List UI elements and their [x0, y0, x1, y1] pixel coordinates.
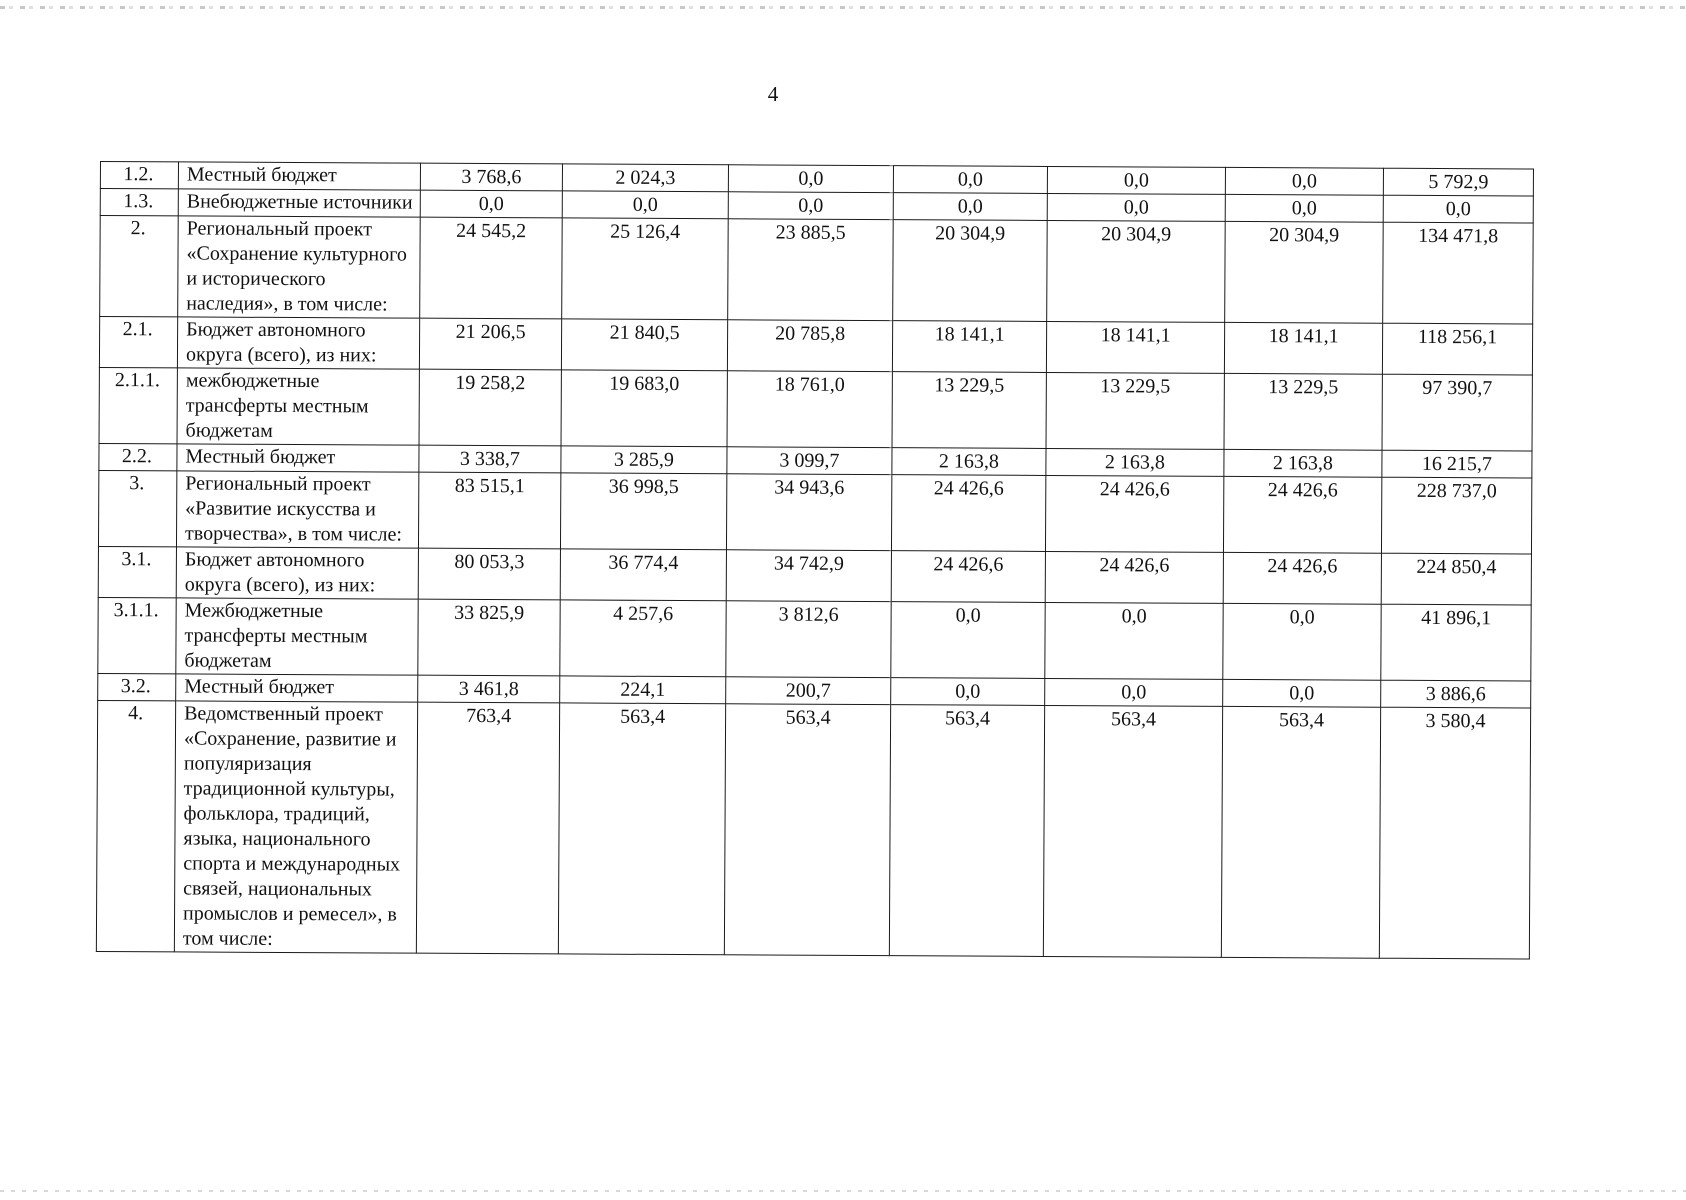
- value-cell: 3 285,9: [561, 446, 727, 474]
- row-name: Местный бюджет: [177, 444, 419, 472]
- value-cell: 83 515,1: [418, 472, 560, 549]
- row-number: 1.2.: [100, 162, 178, 189]
- budget-table: [96, 161, 1534, 959]
- value-cell: 20 785,8: [727, 320, 892, 372]
- value-cell: 0,0: [1047, 166, 1225, 194]
- table-row: [99, 317, 1532, 376]
- page-number: 4: [767, 82, 779, 106]
- value-cell: 16 215,7: [1382, 450, 1532, 478]
- row-name: Бюджет автономного округа (всего), из них:: [176, 547, 418, 599]
- value-cell: 18 141,1: [1046, 321, 1224, 373]
- value-cell: 3 338,7: [419, 445, 561, 473]
- value-cell: 24 426,6: [1045, 551, 1223, 603]
- value-cell: 25 126,4: [562, 218, 729, 320]
- value-cell: 80 053,3: [418, 548, 560, 600]
- value-cell: 0,0: [1383, 195, 1533, 223]
- row-number: 3.2.: [98, 673, 176, 700]
- value-cell: 19 683,0: [561, 370, 727, 447]
- value-cell: 13 229,5: [892, 372, 1046, 449]
- value-cell: 0,0: [728, 192, 893, 220]
- row-name: Региональный проект «Сохранение культурного и исторического наследия», в том числе:: [178, 216, 421, 318]
- value-cell: 19 258,2: [419, 369, 561, 446]
- value-cell: 36 774,4: [560, 549, 726, 601]
- value-cell: 2 163,8: [892, 448, 1046, 476]
- row-name: Региональный проект «Развитие искусства и творчества», в том числе:: [176, 471, 418, 548]
- value-cell: 20 304,9: [893, 220, 1048, 322]
- value-cell: 24 426,6: [891, 551, 1045, 603]
- row-number: 1.3.: [100, 189, 178, 216]
- value-cell: 2 163,8: [1224, 449, 1382, 477]
- value-cell: 0,0: [891, 602, 1045, 679]
- value-cell: 563,4: [1043, 705, 1222, 957]
- value-cell: 763,4: [416, 702, 559, 954]
- row-number: 2.1.: [99, 317, 177, 368]
- table-body: [96, 162, 1533, 959]
- scan-edge-top: [0, 6, 1686, 9]
- value-cell: 0,0: [1225, 194, 1383, 222]
- row-name: Местный бюджет: [176, 674, 418, 702]
- value-cell: 224 850,4: [1381, 553, 1531, 605]
- value-cell: 228 737,0: [1381, 477, 1531, 554]
- value-cell: 3 461,8: [418, 675, 560, 703]
- row-number: 2.: [100, 216, 179, 317]
- row-name: Внебюджетные источники: [178, 189, 420, 217]
- value-cell: 41 896,1: [1381, 604, 1531, 681]
- value-cell: 0,0: [891, 678, 1045, 706]
- table-row: [98, 546, 1531, 605]
- row-number: 4.: [96, 700, 175, 951]
- value-cell: 200,7: [726, 677, 891, 705]
- value-cell: 563,4: [558, 703, 725, 955]
- value-cell: 0,0: [728, 165, 893, 193]
- value-cell: 0,0: [1047, 193, 1225, 221]
- table-row: [98, 597, 1531, 681]
- value-cell: 5 792,9: [1383, 168, 1533, 196]
- row-name: Ведомственный проект «Сохранение, развитие и популяризация традиционной культуры, фольклора, традиций, языка, национального спорта и международных связей, национальных промыслов и ремесел», в том числе:: [174, 701, 417, 953]
- value-cell: 0,0: [893, 166, 1047, 194]
- table-row: [99, 367, 1532, 451]
- scan-edge-bottom: [0, 1190, 1686, 1192]
- value-cell: 563,4: [1221, 706, 1380, 958]
- value-cell: 24 426,6: [1045, 475, 1223, 552]
- value-cell: 21 840,5: [561, 319, 727, 371]
- value-cell: 33 825,9: [418, 599, 560, 676]
- value-cell: 3 812,6: [726, 601, 891, 678]
- table-row: [100, 216, 1534, 325]
- value-cell: 13 229,5: [1046, 372, 1224, 449]
- value-cell: 24 426,6: [1223, 476, 1381, 553]
- row-name: Межбюджетные трансферты местным бюджетам: [176, 598, 418, 675]
- table-row: [98, 470, 1531, 554]
- row-number: 2.2.: [99, 443, 177, 470]
- row-number: 2.1.1.: [99, 367, 177, 443]
- value-cell: 3 886,6: [1381, 680, 1531, 708]
- value-cell: 23 885,5: [728, 219, 894, 321]
- value-cell: 20 304,9: [1047, 220, 1226, 322]
- value-cell: 18 141,1: [892, 321, 1046, 373]
- value-cell: 3 768,6: [420, 163, 562, 191]
- row-number: 3.: [98, 470, 176, 546]
- value-cell: 563,4: [724, 704, 890, 956]
- value-cell: 20 304,9: [1225, 221, 1384, 323]
- row-number: 3.1.1.: [98, 597, 176, 673]
- table-row: [96, 700, 1530, 958]
- row-name: Бюджет автономного округа (всего), из них:: [177, 317, 419, 369]
- value-cell: 2 163,8: [1046, 448, 1224, 476]
- value-cell: 563,4: [889, 705, 1044, 957]
- value-cell: 224,1: [560, 676, 726, 704]
- value-cell: 18 761,0: [727, 371, 892, 448]
- value-cell: 36 998,5: [560, 473, 726, 550]
- value-cell: 0,0: [1225, 167, 1383, 195]
- value-cell: 118 256,1: [1382, 323, 1532, 375]
- value-cell: 0,0: [1223, 603, 1381, 680]
- value-cell: 24 426,6: [1223, 552, 1381, 604]
- value-cell: 34 943,6: [726, 474, 891, 551]
- value-cell: 0,0: [420, 190, 562, 218]
- value-cell: 18 141,1: [1224, 322, 1382, 374]
- value-cell: 13 229,5: [1224, 373, 1382, 450]
- value-cell: 3 580,4: [1379, 707, 1530, 959]
- row-name: Местный бюджет: [178, 162, 420, 190]
- row-name: межбюджетные трансферты местным бюджетам: [177, 368, 419, 445]
- value-cell: 21 206,5: [419, 318, 561, 370]
- value-cell: 24 426,6: [891, 475, 1045, 552]
- value-cell: 34 742,9: [726, 550, 891, 602]
- value-cell: 2 024,3: [562, 164, 728, 192]
- value-cell: 4 257,6: [560, 600, 726, 677]
- value-cell: 97 390,7: [1382, 374, 1532, 451]
- value-cell: 0,0: [1045, 678, 1223, 706]
- value-cell: 0,0: [1223, 679, 1381, 707]
- value-cell: 0,0: [562, 191, 728, 219]
- row-number: 3.1.: [98, 546, 176, 597]
- value-cell: 0,0: [893, 193, 1047, 221]
- value-cell: 24 545,2: [420, 217, 563, 319]
- value-cell: 134 471,8: [1383, 222, 1534, 324]
- value-cell: 3 099,7: [727, 447, 892, 475]
- value-cell: 0,0: [1045, 602, 1223, 679]
